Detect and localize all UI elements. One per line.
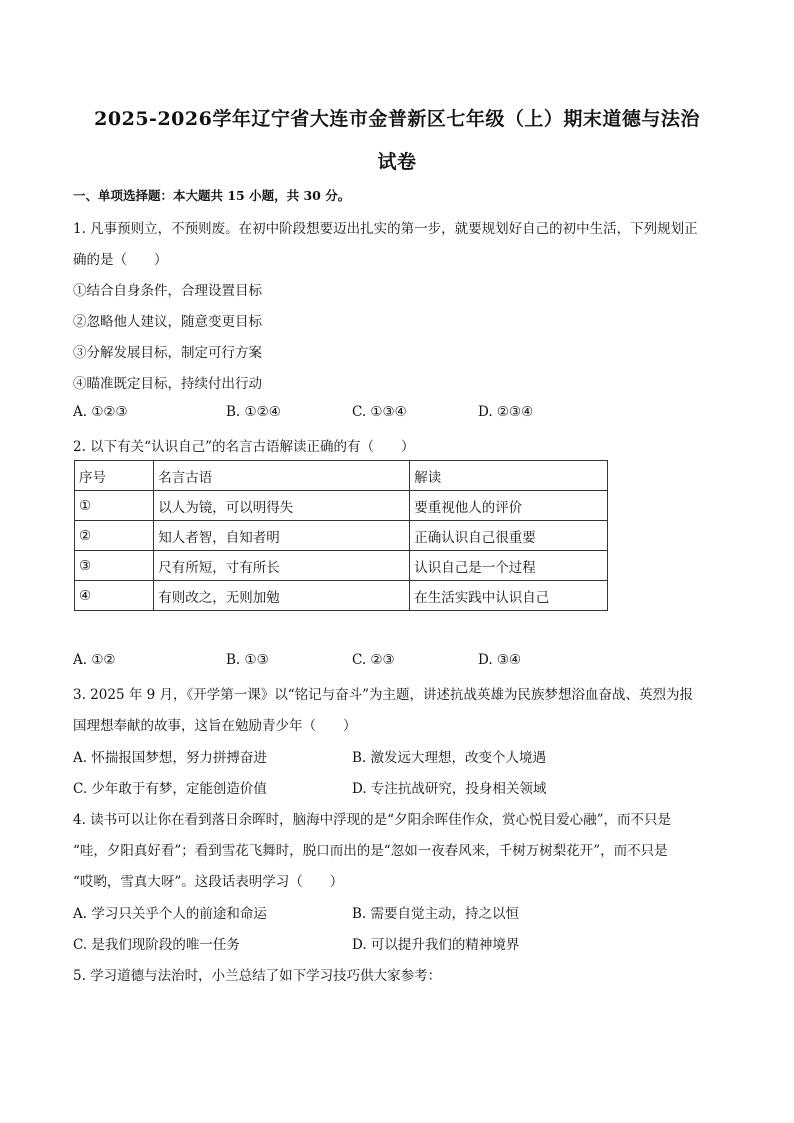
q5-stem: 5. 学习道德与法治时，小兰总结了如下学习技巧供大家参考： <box>73 968 442 984</box>
q3-option-a: A. 怀揣报国梦想，努力拼搏奋进 <box>73 750 267 766</box>
q4-option-d: D. 可以提升我们的精神境界 <box>352 937 520 953</box>
table-cell: ④ <box>75 581 154 611</box>
table-header: 序号 <box>75 461 154 491</box>
q4-option-b: B. 需要自觉主动，持之以恒 <box>352 906 520 922</box>
table-row <box>75 491 608 521</box>
q3-stem-line2: 国理想奉献的故事，这旨在勉励青少年（ ） <box>73 718 357 734</box>
q4-stem-line1: 4. 读书可以让你在看到落日余晖时，脑海中浮现的是“夕阳余晖佳作众，赏心悦目爱心融”，而不只是 <box>73 812 671 828</box>
q2-option-c: C. ②③ <box>352 652 395 668</box>
q3-option-c: C. 少年敢于有梦，定能创造价值 <box>73 781 267 797</box>
q2-stem: 2. 以下有关“认识自己”的名言古语解读正确的有（ ） <box>73 439 415 455</box>
q1-item-4: ④瞄准既定目标，持续付出行动 <box>73 376 262 392</box>
exam-title-line2: 试卷 <box>377 151 417 173</box>
table-cell: 正确认识自己很重要 <box>410 521 608 551</box>
table-cell: 以人为镜，可以明得失 <box>154 491 410 521</box>
q1-stem-line2: 确的是（ ） <box>73 252 168 268</box>
q1-item-1: ①结合自身条件，合理设置目标 <box>73 283 262 299</box>
q2-option-d: D. ③④ <box>478 652 522 668</box>
q1-option-a: A. ①②③ <box>73 404 128 420</box>
q1-item-2: ②忽略他人建议，随意变更目标 <box>73 314 262 330</box>
table-header: 名言古语 <box>154 461 410 491</box>
q3-option-b: B. 激发远大理想，改变个人境遇 <box>352 750 547 766</box>
table-row <box>75 581 608 611</box>
table-cell: 知人者智，自知者明 <box>154 521 410 551</box>
q1-option-c: C. ①③④ <box>352 404 407 420</box>
exam-title-line1: 2025-2026学年辽宁省大连市金普新区七年级（上）期末道德与法治 <box>94 108 700 130</box>
section-heading: 一、单项选择题：本大题共 15 小题，共 30 分。 <box>73 188 351 203</box>
table-cell: ③ <box>75 551 154 581</box>
q4-stem-line2: “哇，夕阳真好看”；看到雪花飞舞时，脱口而出的是“忽如一夜春风来，千树万树梨花开”，而不只是 <box>73 843 668 859</box>
q3-option-d: D. 专注抗战研究，投身相关领域 <box>352 781 547 797</box>
q2-table <box>74 460 608 611</box>
table-cell: 尺有所短，寸有所长 <box>154 551 410 581</box>
q1-item-3: ③分解发展目标，制定可行方案 <box>73 345 262 361</box>
table-cell: ② <box>75 521 154 551</box>
table-cell: 有则改之，无则加勉 <box>154 581 410 611</box>
q2-option-a: A. ①② <box>73 652 116 668</box>
q1-stem-line1: 1. 凡事预则立，不预则废。在初中阶段想要迈出扎实的第一步，就要规划好自己的初中生活，下列规划正 <box>73 221 698 237</box>
q2-option-b: B. ①③ <box>226 652 269 668</box>
q4-option-c: C. 是我们现阶段的唯一任务 <box>73 937 240 953</box>
table-cell: 在生活实践中认识自己 <box>410 581 608 611</box>
q1-option-b: B. ①②④ <box>226 404 281 420</box>
q4-stem-line3: “哎哟，雪真大呀”。这段话表明学习（ ） <box>73 874 344 890</box>
table-cell: 认识自己是一个过程 <box>410 551 608 581</box>
q1-option-d: D. ②③④ <box>478 404 534 420</box>
table-header: 解读 <box>410 461 608 491</box>
table-header-row <box>75 461 608 491</box>
table-row <box>75 521 608 551</box>
table-cell: 要重视他人的评价 <box>410 491 608 521</box>
q4-option-a: A. 学习只关乎个人的前途和命运 <box>73 906 267 922</box>
q3-stem-line1: 3. 2025 年 9 月，《开学第一课》以“铭记与奋斗”为主题，讲述抗战英雄为民族梦想浴血奋战、英烈为报 <box>73 687 694 703</box>
table-row <box>75 551 608 581</box>
table-cell: ① <box>75 491 154 521</box>
